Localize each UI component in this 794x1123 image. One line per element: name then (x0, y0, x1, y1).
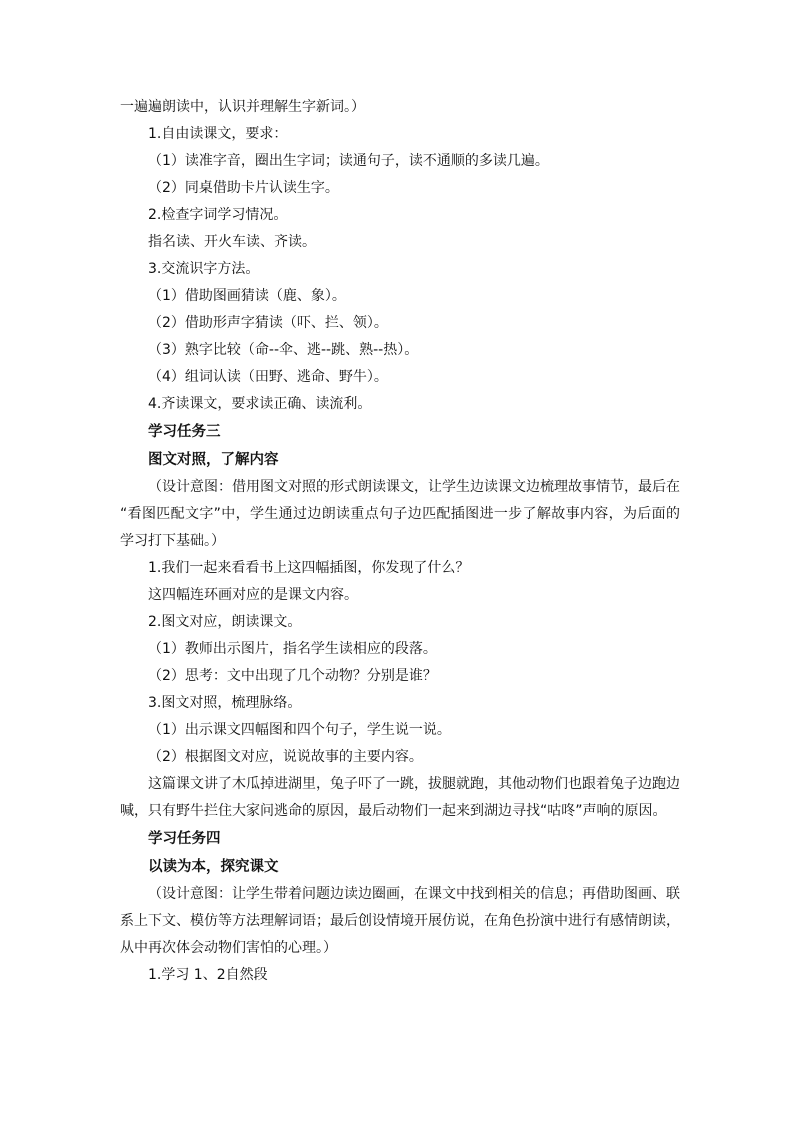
design-intent-line: （设计意图：借用图文对照的形式朗读课文，让学生边读课文边梳理故事情节，最后在 (148, 479, 680, 495)
design-intent-line: 从中再次体会动物们害怕的心理。） (120, 940, 337, 956)
section-heading: 学习任务四 (148, 831, 221, 847)
text-line: （1）教师出示图片，指名学生读相应的段落。 (148, 641, 437, 657)
text-line: （2）根据图文对应，说说故事的主要内容。 (148, 749, 423, 765)
text-line: 3.交流识字方法。 (148, 261, 260, 277)
summary-line: 这篇课文讲了木瓜掉进湖里，兔子吓了一跳，拔腿就跑，其他动物们也跟着兔子边跑边 (148, 776, 680, 792)
design-intent-line: （设计意图：让学生带着问题边读边圈画，在课文中找到相关的信息；再借助图画、联 (148, 886, 680, 902)
text-line: （2）同桌借助卡片认读生字。 (148, 180, 339, 196)
text-line: 一遍遍朗读中，认识并理解生字新词。） (120, 99, 365, 115)
document-body (120, 94, 680, 989)
section-subheading: 图文对照，了解内容 (148, 452, 279, 468)
text-line: （2）借助形声字猜读（吓、拦、领）。 (148, 315, 388, 331)
text-line: （3）熟字比较（命--伞、逃--跳、熟--热）。 (148, 342, 419, 358)
text-line: （1）出示课文四幅图和四个句子，学生说一说。 (148, 722, 451, 738)
text-line: 1.我们一起来看看书上这四幅插图，你发现了什么？ (148, 560, 470, 576)
text-line: （1）借助图画猜读（鹿、象）。 (148, 288, 346, 304)
text-line: 2.图文对应，朗读课文。 (148, 614, 302, 630)
section-subheading: 以读为本，探究课文 (148, 859, 279, 875)
design-intent-line: “看图匹配文字”中，学生通过边朗读重点句子边匹配插图进一步了解故事内容，为后面的 (120, 506, 680, 522)
summary-line: 喊，只有野牛拦住大家问逃命的原因，最后动物们一起来到湖边寻找“咕咚”声响的原因。 (120, 803, 667, 819)
text-line: 3.图文对照，梳理脉络。 (148, 695, 302, 711)
text-line: 1.自由读课文，要求： (148, 126, 288, 142)
text-line: 2.检查字词学习情况。 (148, 207, 288, 223)
text-line: 4.齐读课文，要求读正确、读流利。 (148, 396, 372, 412)
section-heading: 学习任务三 (148, 424, 221, 440)
text-line: 指名读、开火车读、齐读。 (148, 234, 316, 250)
design-intent-line: 学习打下基础。） (120, 533, 225, 549)
text-line: （2）思考：文中出现了几个动物？分别是谁？ (148, 668, 437, 684)
design-intent-line: 系上下文、模仿等方法理解词语；最后创设情境开展仿说，在角色扮演中进行有感情朗读， (120, 913, 680, 929)
text-line: 这四幅连环画对应的是课文内容。 (148, 587, 358, 603)
text-line: 1.学习 1、2自然段 (148, 967, 268, 983)
text-line: （1）读准字音，圈出生字词；读通句子，读不通顺的多读几遍。 (148, 153, 549, 169)
text-line: （4）组词认读（田野、逃命、野牛）。 (148, 369, 388, 385)
